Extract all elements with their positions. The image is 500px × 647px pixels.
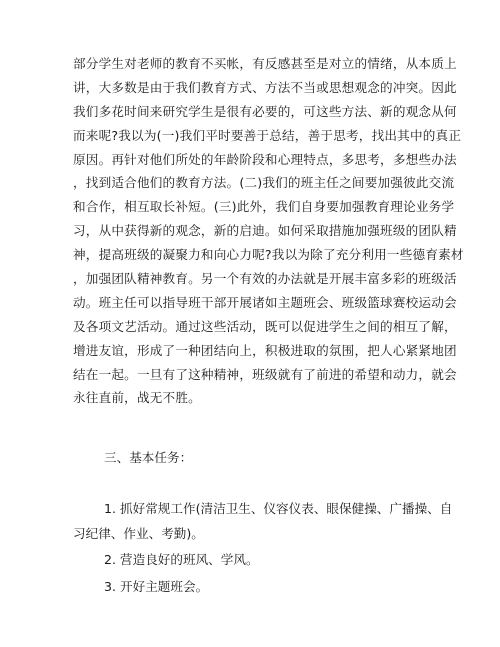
- paragraph-line: 和合作，相互取长补短。(三)此外，我们自身要加强教育理论业务学: [73, 199, 455, 215]
- paragraph-line: 部分学生对老师的教育不买帐，有反感甚至是对立的情绪，从本质上: [73, 56, 457, 71]
- paragraph-line: 神，提高班级的凝聚力和向心力呢?我以为除了充分利用一些德育素材: [73, 247, 464, 263]
- task-item-3: 3. 开好主题班会。: [104, 579, 209, 594]
- paragraph-line: 原因。再针对他们所处的年龄阶段和心理特点，多思考，多想些办法: [73, 151, 457, 167]
- paragraph-line: 动。班主任可以指导班干部开展诸如主题班会、班级篮球赛校运动会: [73, 294, 457, 310]
- body-paragraph: [73, 52, 464, 410]
- task-item-1-line-1: 1. 抓好常规工作(清洁卫生、仪容仪表、眼保健操、广播操、自: [104, 501, 453, 516]
- paragraph-line: 结在一起。一旦有了这种精神，班级就有了前进的希望和动力，就会: [73, 366, 457, 382]
- task-item-1-line-2: 习纪律、作业、考勤)。: [73, 526, 204, 541]
- paragraph-line: ，找到适合他们的教育方法。(二)我们的班主任之间要加强彼此交流: [73, 175, 455, 191]
- paragraph-line: 及各项文艺活动。通过这些活动，既可以促进学生之间的相互了解，: [73, 318, 457, 334]
- section-heading: 三、基本任务：: [104, 450, 193, 465]
- paragraph-line: ，加强团队精神教育。另一个有效的办法就是开展丰富多彩的班级活: [73, 271, 457, 287]
- paragraph-line: 我们多花时间来研究学生是很有必要的，可这些方法、新的观念从何: [73, 103, 457, 119]
- paragraph-line: 而来呢?我以为(一)我们平时要善于总结，善于思考，找出其中的真正: [73, 127, 462, 143]
- paragraph-line: 讲，大多数是由于我们教育方式、方法不当或思想观念的冲突。因此: [73, 79, 457, 95]
- task-item-2: 2. 营造良好的班风、学风。: [104, 552, 259, 567]
- paragraph-line: 永往直前，战无不胜。: [73, 390, 201, 406]
- paragraph-line: 习，从中获得新的观念，新的启迪。如何采取措施加强班级的团队精: [73, 223, 457, 239]
- paragraph-line: 增进友谊，形成了一种团结向上，积极进取的氛围，把人心紧紧地团: [73, 342, 457, 358]
